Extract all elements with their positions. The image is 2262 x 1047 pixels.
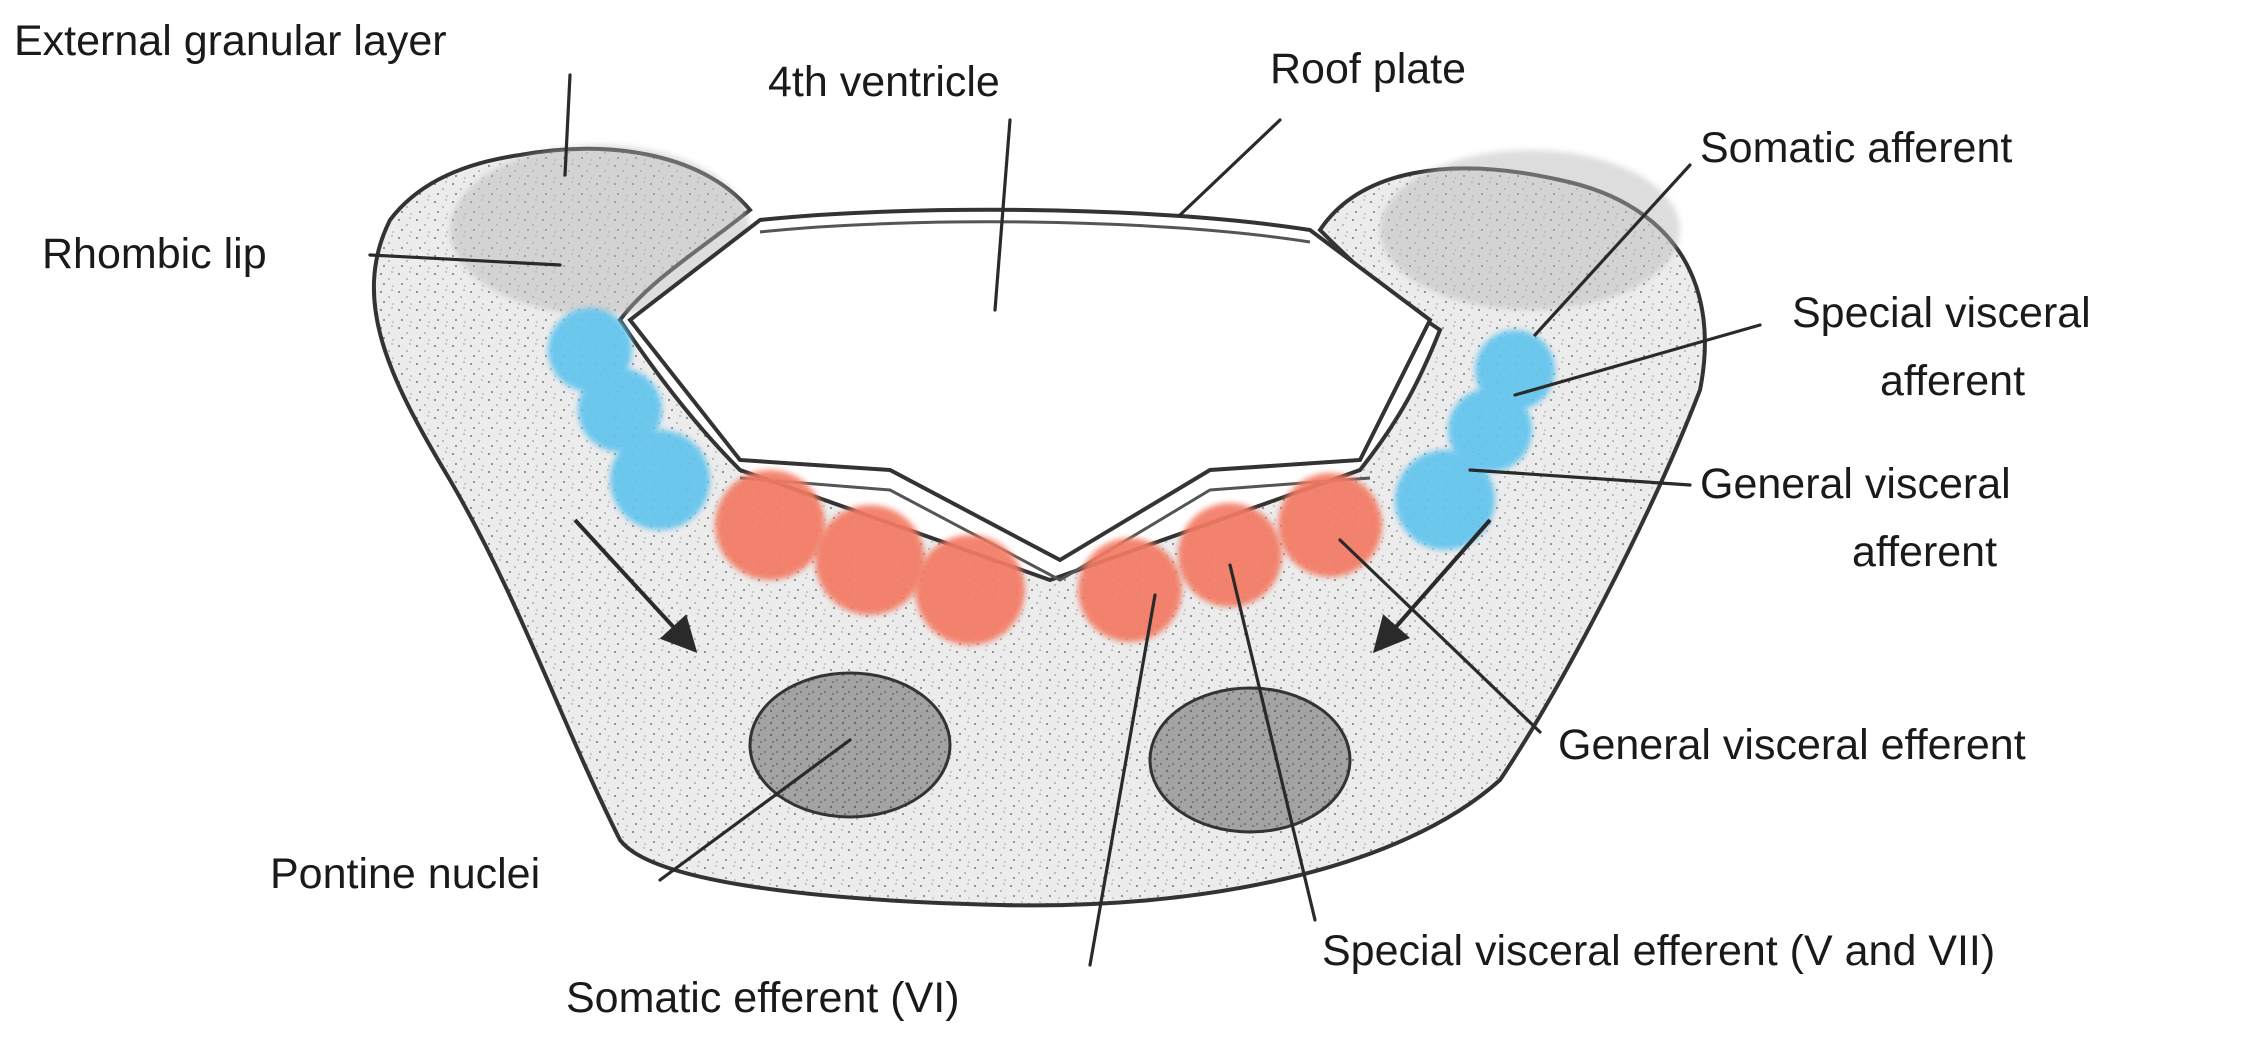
label-roof-plate: Roof plate	[1270, 45, 1467, 93]
label-rhombic-lip: Rhombic lip	[42, 230, 267, 278]
label-pontine-nuclei: Pontine nuclei	[270, 850, 541, 898]
rhombic-lip-right-shade	[1380, 150, 1680, 310]
label-general-visceral-afferent-line1: General visceral	[1700, 460, 2011, 508]
label-general-visceral-efferent: General visceral efferent	[1558, 721, 2026, 769]
pontine-nucleus-left	[750, 673, 950, 817]
pontine-nucleus-right	[1150, 688, 1350, 832]
label-special-visceral-efferent: Special visceral efferent (V and VII)	[1322, 927, 1996, 975]
label-special-visceral-afferent-line2: afferent	[1880, 357, 2026, 405]
label-special-visceral-afferent-line1: Special visceral	[1792, 289, 2091, 337]
label-external-granular-layer: External granular layer	[14, 17, 447, 65]
label-somatic-efferent: Somatic efferent (VI)	[566, 974, 960, 1022]
label-somatic-afferent: Somatic afferent	[1700, 124, 2013, 172]
label-general-visceral-afferent-line2: afferent	[1852, 528, 1998, 576]
label-4th-ventricle: 4th ventricle	[768, 58, 1000, 106]
leader-roof-plate	[1180, 120, 1280, 215]
